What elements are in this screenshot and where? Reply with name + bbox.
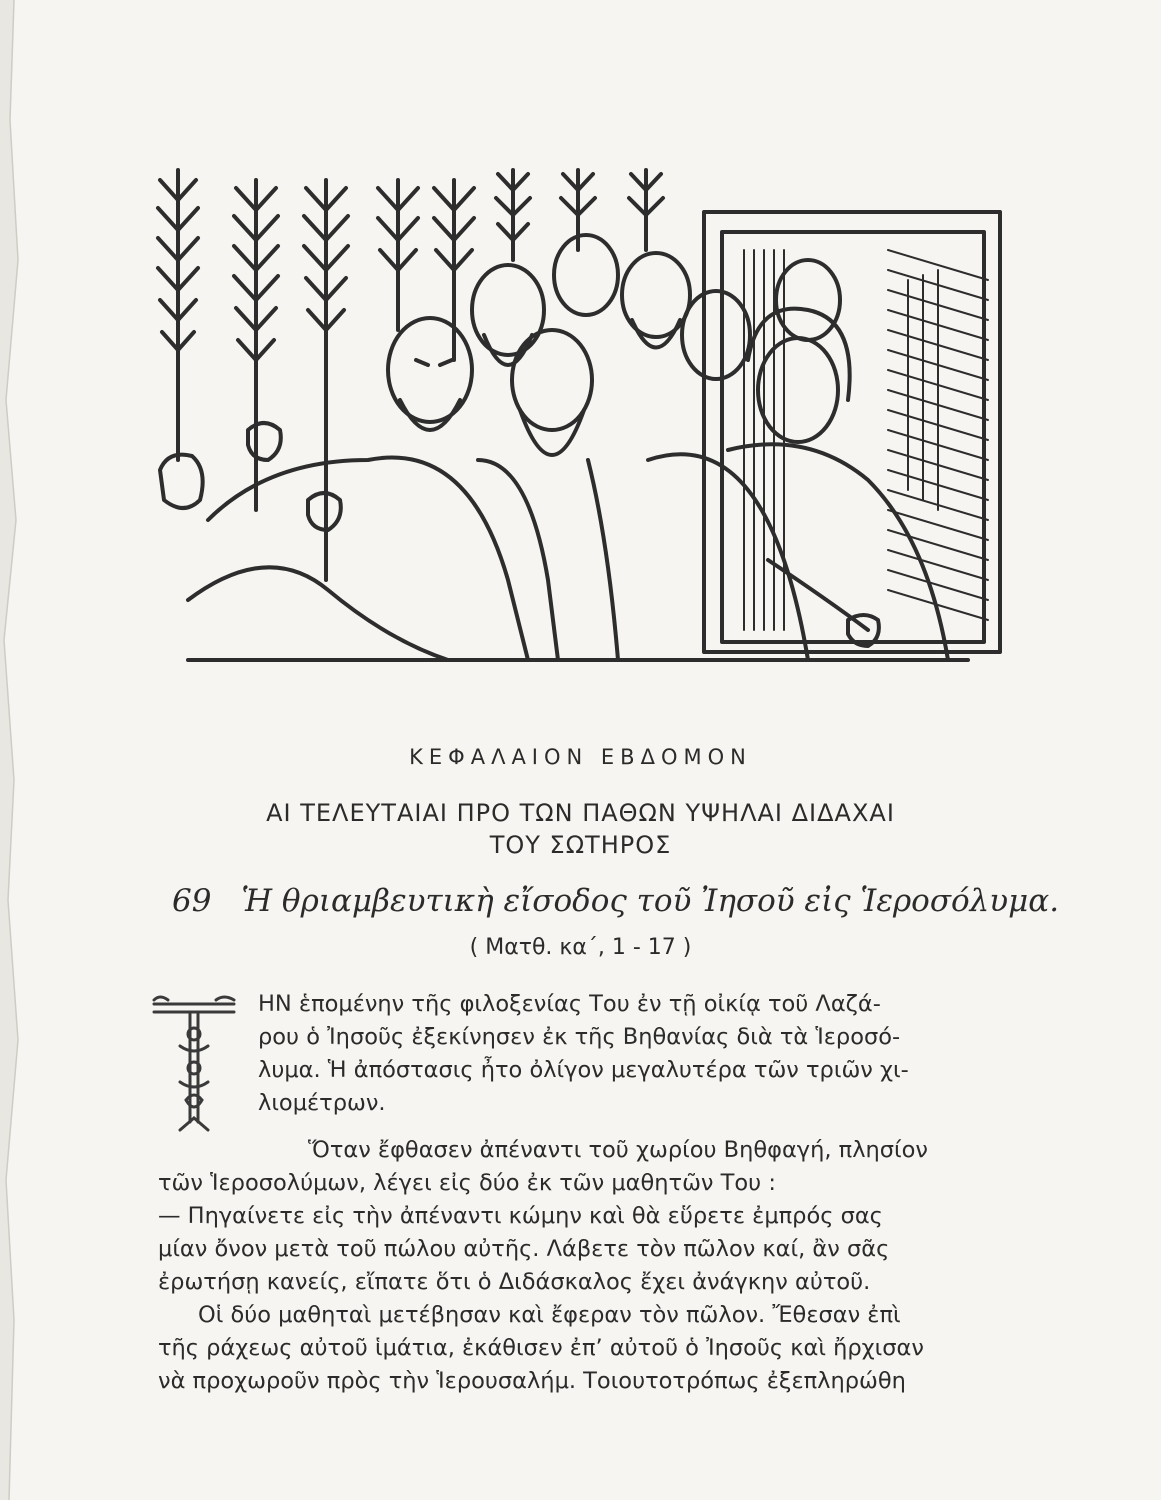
paragraph-2-line: Ὅταν ἔφθασεν ἀπέναντι τοῦ χωρίου Βηθφαγή, πλησίον — [308, 1137, 928, 1163]
paragraph-2-line: νὰ προχωροῦν πρὸς τὴν Ἱερουσαλήμ. Τοιουτοτρόπως ἐξεπληρώθη — [158, 1368, 906, 1394]
paragraph-2-line: τῶν Ἱεροσολύμων, λέγει εἰς δύο ἐκ τῶν μαθητῶν Του : — [158, 1170, 776, 1196]
scripture-reference: ( Ματθ. κα΄, 1 - 17 ) — [469, 935, 692, 960]
section-title — [0, 797, 1161, 861]
paragraph-1 — [258, 988, 909, 1120]
paragraph-2 — [158, 1134, 928, 1398]
paragraph-1-line: λιομέτρων. — [258, 1090, 386, 1116]
paragraph-1-line: ΗΝ ἑπομένην τῆς φιλοξενίας Του ἐν τῇ οἰκίᾳ τοῦ Λαζά- — [258, 991, 881, 1017]
lesson-title: Ἡ θριαμβευτικὴ εἴσοδος τοῦ Ἰησοῦ εἰς Ἱεροσόλυμα. — [241, 883, 1060, 919]
section-title-line-2: ΤΟΥ ΣΩΤΗΡΟΣ — [489, 831, 672, 859]
hands — [160, 423, 879, 646]
ornamental-drop-cap — [150, 990, 240, 1140]
lesson-number: 69 — [172, 883, 212, 919]
paragraph-2-line: — Πηγαίνετε εἰς τὴν ἀπέναντι κώμην καὶ θὰ εὕρετε ἐμπρός σας — [158, 1203, 883, 1229]
paragraph-2-line: ἐρωτήσῃ κανείς, εἴπατε ὅτι ὁ Διδάσκαλος ἔχει ἀνάγκην αὐτοῦ. — [158, 1269, 871, 1295]
paragraph-2-line: μίαν ὄνον μετὰ τοῦ πώλου αὐτῆς. Λάβετε τὸν πῶλον καί, ἂν σᾶς — [158, 1236, 890, 1262]
section-title-line-1: ΑΙ ΤΕΛΕΥΤΑΙΑΙ ΠΡΟ ΤΩΝ ΠΑΘΩΝ ΥΨΗΛΑΙ ΔΙΔΑΧΑΙ — [266, 799, 895, 827]
palm-fronds — [158, 170, 663, 580]
paragraph-2-line: τῆς ράχεως αὐτοῦ ἱμάτια, ἐκάθισεν ἐπ’ αὐτοῦ ὁ Ἰησοῦς καὶ ἤρχισαν — [158, 1335, 924, 1361]
palm-sunday-illustration — [148, 160, 1008, 700]
paragraph-2-line: Οἱ δύο μαθηταὶ μετέβησαν καὶ ἔφεραν τὸν πῶλον. Ἔθεσαν ἐπὶ — [198, 1302, 901, 1328]
paragraph-1-line: λυμα. Ἡ ἀπόστασις ἦτο ὀλίγον μεγαλυτέρα τῶν τριῶν χι- — [258, 1057, 909, 1083]
door-frame — [704, 212, 1000, 652]
lesson-heading — [172, 883, 1060, 919]
chapter-label: ΚΕΦΑΛΑΙΟΝ ΕΒΔΟΜΟΝ — [409, 745, 752, 769]
paragraph-1-line: ρου ὁ Ἰησοῦς ἐξεκίνησεν ἐκ τῆς Βηθανίας διὰ τὰ Ἱεροσό- — [258, 1024, 901, 1050]
robes — [188, 444, 968, 660]
